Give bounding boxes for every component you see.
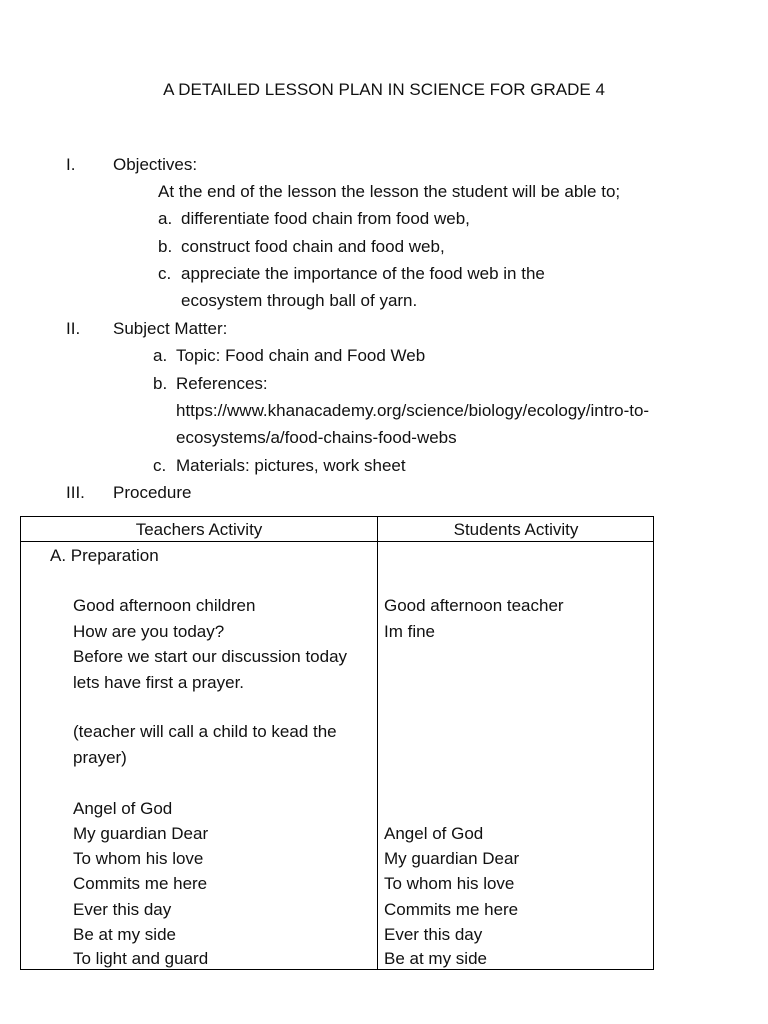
preparation-heading: A. Preparation [50,546,159,565]
objectives-intro: At the end of the lesson the lesson the student will be able to; [158,182,621,201]
subject-marker-c: c. [153,456,167,475]
teacher-line: prayer) [73,748,127,767]
objective-text-c-line2: ecosystem through ball of yarn. [181,291,418,310]
teacher-line: (teacher will call a child to kead the [73,722,337,741]
objectives-heading: Objectives: [113,155,198,174]
objective-text-c-line1: appreciate the importance of the food web in the [181,264,545,283]
subject-reference-url-line1: https://www.khanacademy.org/science/biology/ecology/intro-to- [176,401,650,420]
objective-marker-b: b. [158,237,173,256]
page-title: A DETAILED LESSON PLAN IN SCIENCE FOR GRADE 4 [163,80,605,99]
procedure-numeral: III. [66,483,85,502]
student-line: Good afternoon teacher [384,596,564,615]
teacher-line: Before we start our discussion today [73,647,348,666]
teacher-line: My guardian Dear [73,824,209,843]
teacher-line: Good afternoon children [73,596,256,615]
teacher-line: Ever this day [73,900,172,919]
subject-marker-a: a. [153,346,168,365]
subject-topic: Topic: Food chain and Food Web [176,346,426,365]
student-line: Be at my side [384,949,487,968]
table-header-divider [21,541,653,542]
teacher-line: Commits me here [73,874,208,893]
subject-reference-url-line2: ecosystems/a/food-chains-food-webs [176,428,457,447]
student-line: Commits me here [384,900,519,919]
teacher-line: To whom his love [73,849,204,868]
procedure-heading: Procedure [113,483,192,502]
subject-marker-b: b. [153,374,168,393]
subject-references-label: References: [176,374,268,393]
student-line: Im fine [384,622,436,641]
subject-matter-numeral: II. [66,319,81,338]
student-line: My guardian Dear [384,849,520,868]
objective-marker-c: c. [158,264,172,283]
subject-matter-heading: Subject Matter: [113,319,228,338]
subject-materials: Materials: pictures, work sheet [176,456,406,475]
table-column-divider [377,517,378,969]
teacher-line: Angel of God [73,799,173,818]
teacher-line: To light and guard [73,949,209,968]
table-header-teachers: Teachers Activity [135,520,263,539]
objective-marker-a: a. [158,209,173,228]
teacher-line: Be at my side [73,925,176,944]
student-line: To whom his love [384,874,515,893]
objectives-numeral: I. [66,155,76,174]
objective-text-b: construct food chain and food web, [181,237,445,256]
student-line: Angel of God [384,824,484,843]
student-line: Ever this day [384,925,483,944]
teacher-line: lets have first a prayer. [73,673,245,692]
table-header-students: Students Activity [453,520,579,539]
procedure-table [20,516,654,970]
teacher-line: How are you today? [73,622,225,641]
objective-text-a: differentiate food chain from food web, [181,209,470,228]
